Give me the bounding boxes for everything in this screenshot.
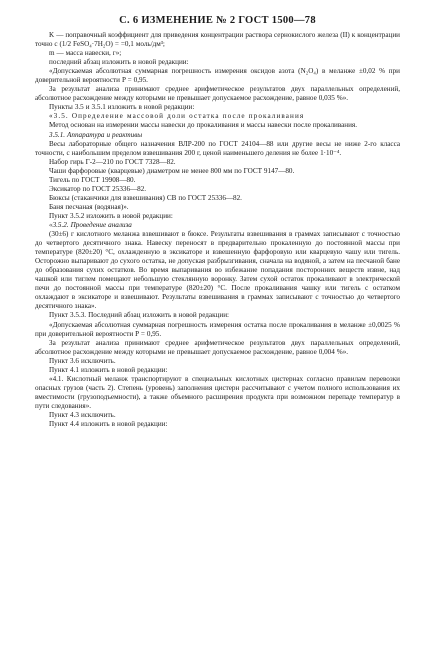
para-analysis-procedure: (30±6) г кислотного меланжа взвешивают в бюксе. Результаты взвешивания в граммах записывают с точностью до четвертого десятичного знака. Навеску переносят в предварительно прокаленную до постоянной массы при температуре (820±20) °С, охлажденную в эксикаторе и взвешенную фарфоровую или кварцевую чашу или тигель. Осторожно выпаривают до сухого остатка, не допуская разбрызгивания, сначала на водяной, а затем на песчаной бане до образования сухих остатков. Во время выпаривания во избежание попадания посторонних веществ извне, над чашкой или тиглем помещают небольшую стеклянную воронку. Затем сухой остаток прокаливают в электрической печи до постоянной массы при температуре (820±20) °С. После прокаливания чашку или тигель с остатком охлаждают в эксикаторе и взвешивают. Результаты взвешивания в граммах записывают с точностью до четвертого десятичного знака». [35, 230, 400, 311]
para-tolerance-residue: «Допускаемая абсолютная суммарная погрешность измерения остатка после прокаливания в меланже ±0,0025 % при доверительной вероятности P = 0,95. [35, 320, 400, 338]
para-point-3-5-3: Пункт 3.5.3. Последний абзац изложить в новой редакции: [49, 311, 230, 320]
para-point-3-6: Пункт 3.6 исключить. [49, 356, 116, 365]
para-scales: Весы лабораторные общего назначения ВЛР-200 по ГОСТ 24104—88 или другие весы не ниже 2-го класса точности, с наибольшим пределом взвешивания 200 г, ценой наименьшего деления не более 1·10⁻⁴. [35, 139, 400, 157]
para-weights: Набор гирь Г-2—210 по ГОСТ 7328—82. [49, 157, 176, 166]
para-dishes: Чаши фарфоровые (кварцевые) диаметром не менее 800 мм по ГОСТ 9147—80. [49, 166, 295, 175]
section-3-5-2-title: «3.5.2. Проведение анализа [49, 220, 132, 229]
para-points-3-5: Пункты 3.5 и 3.5.1 изложить в новой редакции: [49, 103, 195, 112]
para-m-definition: m — масса навески, г»; [49, 49, 122, 58]
section-3-5-1-title: 3.5.1. Аппаратура и реактивы [49, 130, 143, 139]
para-desiccator: Эксикатор по ГОСТ 25336—82. [49, 184, 147, 193]
para-point-4-1: Пункт 4.1 изложить в новой редакции: [49, 365, 168, 374]
para-result-no2: За результат анализа принимают среднее арифметическое результатов двух параллельных определений, абсолютное расхождение между которыми не превышает допускаемое расхождение, равное 0,035 %». [35, 85, 400, 103]
para-point-4-3: Пункт 4.3 исключить. [49, 410, 116, 419]
para-point-3-5-2: Пункт 3.5.2 изложить в новой редакции: [49, 211, 173, 220]
para-k-definition: K — поправочный коэффициент для приведения концентрации раствора сернокислого железа (II) к концентрации точно с (1/2 FeSO₄·7H₂O) = =0,1 моль/дм³; [35, 31, 400, 49]
para-point-4-4: Пункт 4.4 изложить в новой редакции: [49, 420, 168, 429]
document-page [35, 14, 400, 429]
para-transport: «4.1. Кислотный меланж транспортируют в специальных кислотных цистернах согласно правилам перевозки опасных грузов (часть 2). Степень (уровень) заполнения цистерн рассчитывают с учетом полного использования их вместимости (грузоподъемности), а также объемного расширения продукта при возможном перепаде температур в пути следования». [35, 374, 400, 410]
para-result-residue: За результат анализа принимают среднее арифметическое результатов двух параллельных определений, абсолютное расхождение между которыми не превышает допускаемое расхождение, равное 0,004 %». [35, 338, 400, 356]
section-3-5-title: «3.5. Определение массовой доли остатка после прокаливания [49, 112, 305, 121]
para-crucible: Тигель по ГОСТ 19908—80. [49, 175, 136, 184]
para-sand-bath: Баня песчаная (водяная)». [49, 202, 129, 211]
para-last-abzac: последний абзац изложить в новой редакции: [49, 58, 189, 67]
page-header: С. 6 ИЗМЕНЕНИЕ № 2 ГОСТ 1500—78 [119, 15, 316, 26]
para-tolerance-no2: «Допускаемая абсолютная суммарная погрешность измерения оксидов азота (N₂O₄) в меланже ±0,02 % при доверительной вероятности P = 0,95. [35, 67, 400, 85]
para-method: Метод основан на измерении массы навески до прокаливания и массы навески после прокаливания. [49, 121, 357, 130]
para-weighing-bottles: Бюксы (стаканчики для взвешивания) СВ по ГОСТ 25336—82. [49, 193, 242, 202]
